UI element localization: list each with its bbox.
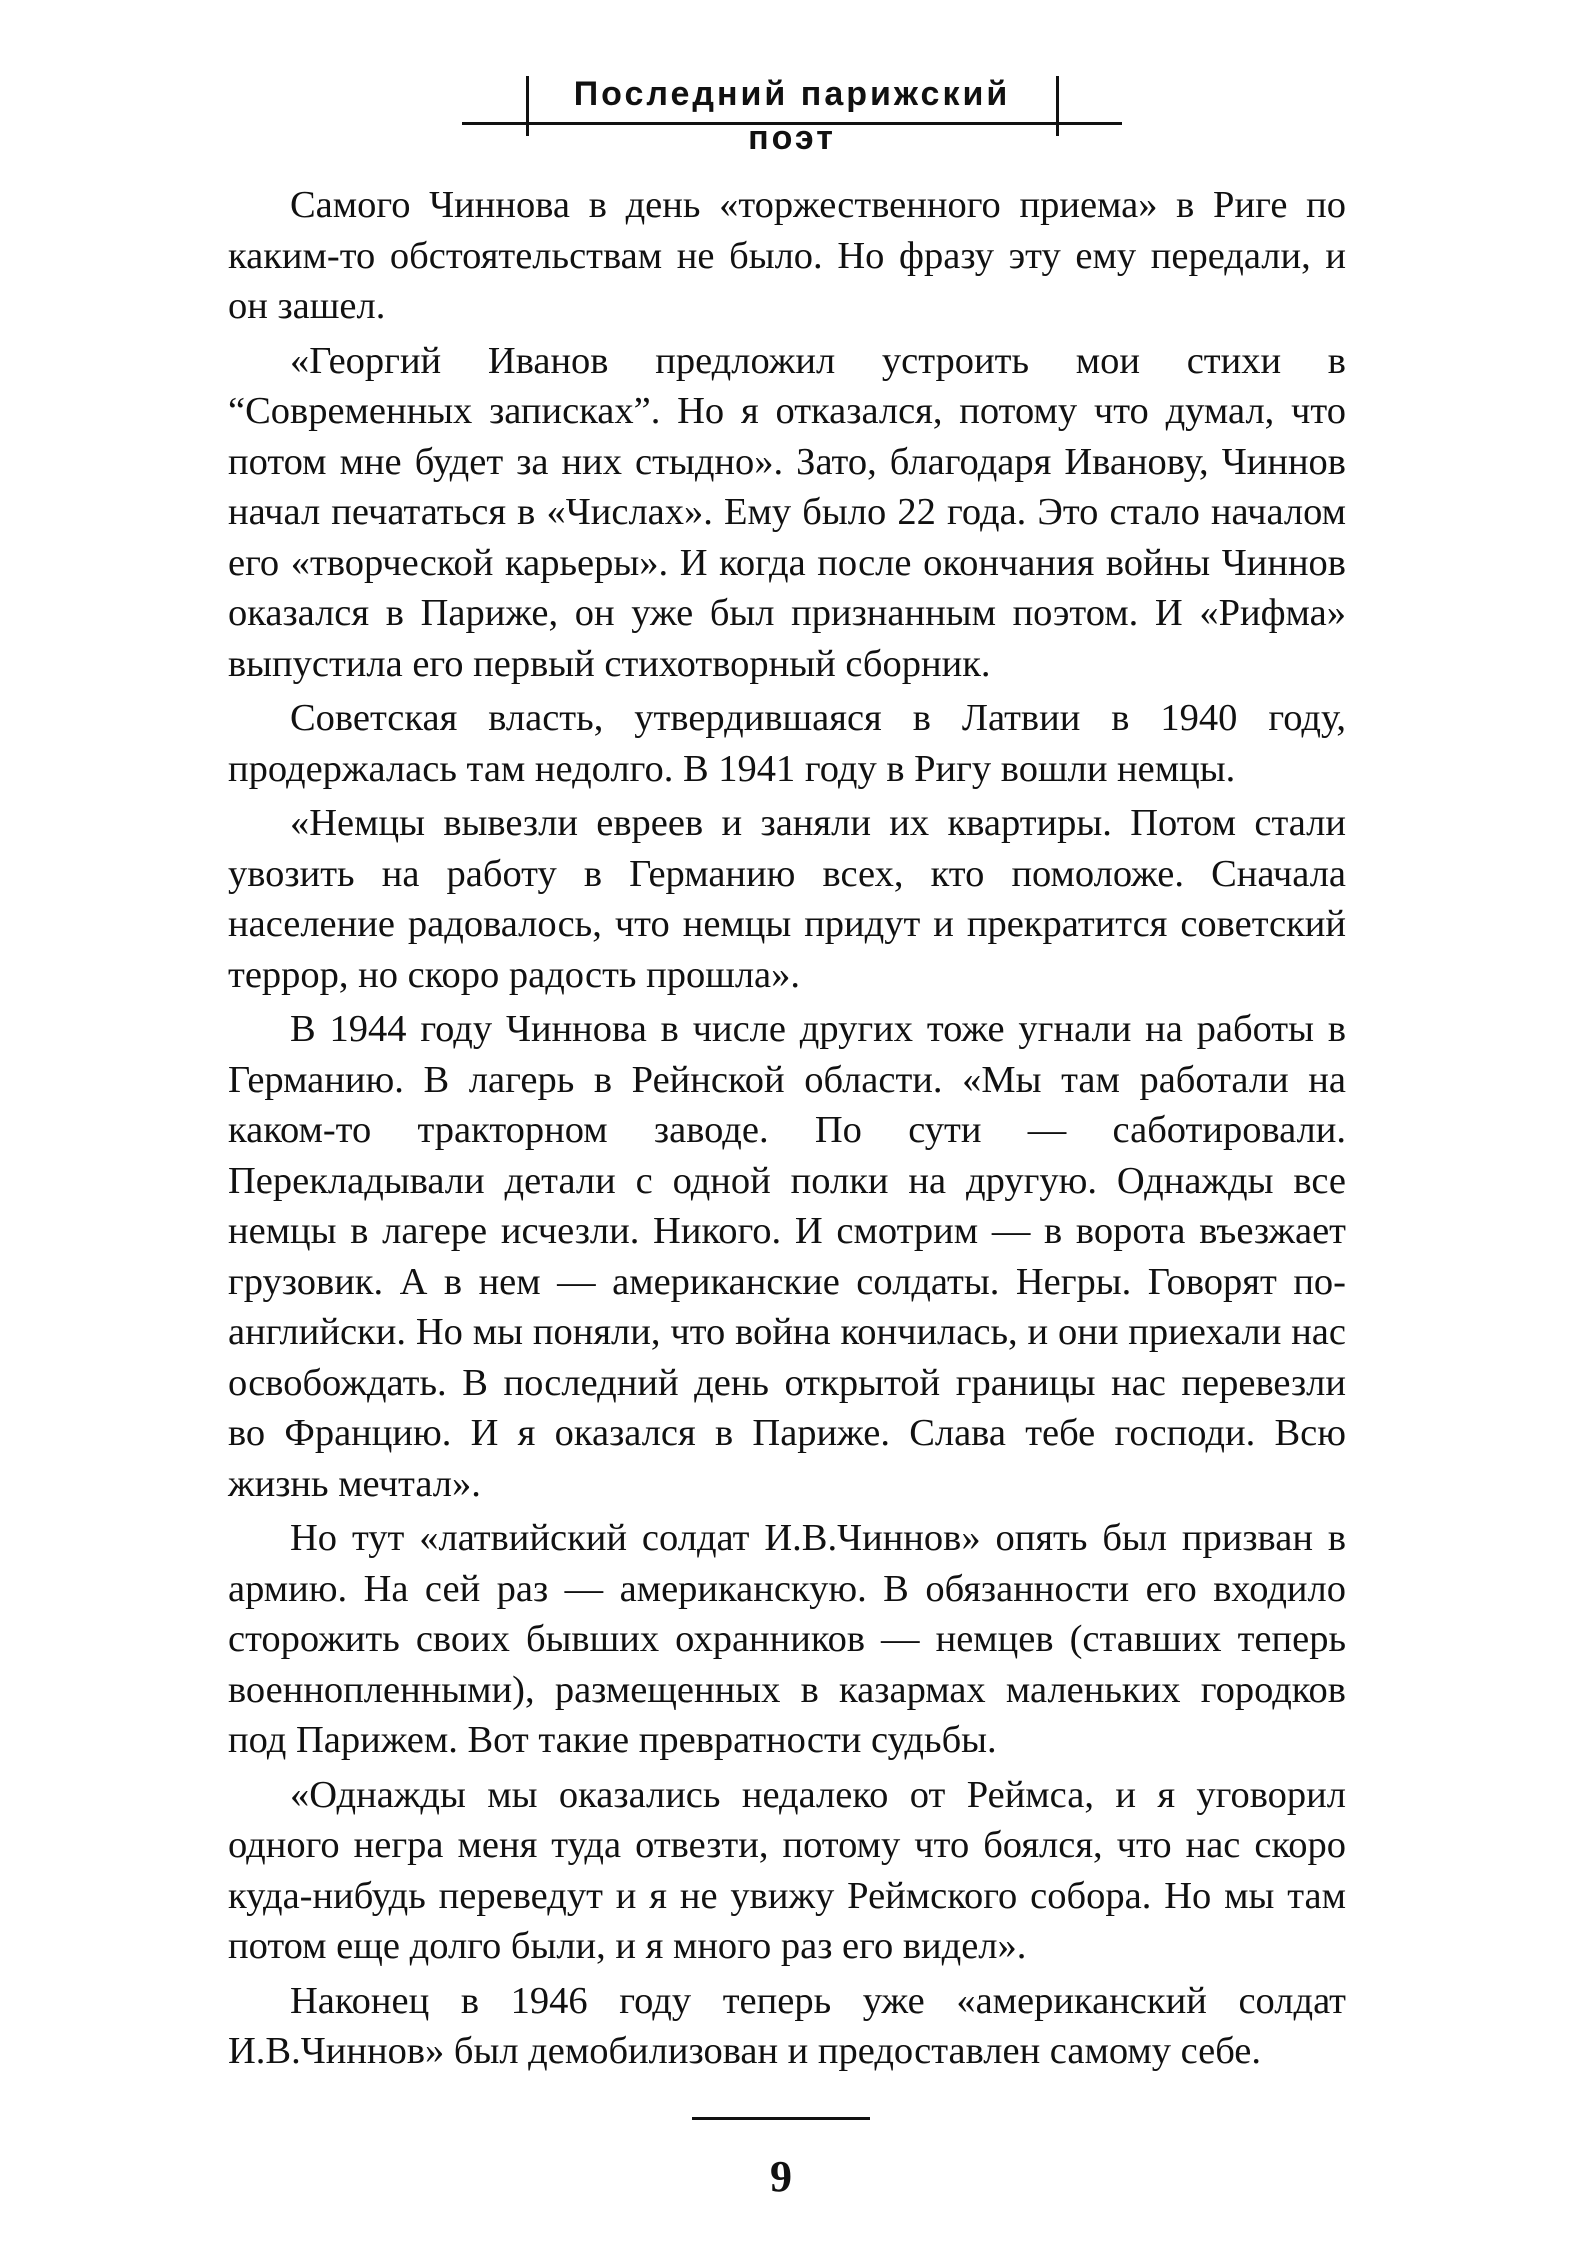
paragraph: «Немцы вывезли евреев и заняли их квартиры. Потом стали увозить на работу в Германию всех, кто помоложе. Сначала население радовалось, что немцы придут и прекратится советский террор, но скоро радость прошла». — [228, 802, 1346, 996]
paragraph: Но тут «латвийский солдат И.В.Чиннов» опять был призван в армию. На сей раз — американскую. В обязанности его входило сторожить своих бывших охранников — немцев (ставших теперь военнопленными), размещенных в казармах маленьких городков под Парижем. Вот такие превратности судьбы. — [228, 1517, 1346, 1761]
running-head-left-tick — [526, 76, 529, 136]
running-head-title: Последний парижский поэт — [573, 75, 1011, 157]
running-head — [462, 72, 1122, 157]
paragraph: «Георгий Иванов предложил устроить мои стихи в “Современных записках”. Но я отказался, потому что думал, что потом мне будет за них стыдно». Зато, благодаря Иванову, Чиннов начал печататься в «Числах». Ему было 22 года. Это стало началом его «творческой карьеры». И когда после окончания войны Чиннов оказался в Париже, он уже был признанным поэтом. И «Рифма» выпустила его первый стихотворный сборник. — [228, 339, 1346, 685]
page-number: 9 — [770, 2152, 792, 2201]
paragraph: В 1944 году Чиннова в числе других тоже угнали на работы в Германию. В лагерь в Рейнской области. «Мы там работали на каком-то тракторном заводе. По сути — саботировали. Перекладывали детали с одной полки на другую. Однажды все немцы в лагере исчезли. Никого. И смотрим — в ворота въезжает грузовик. А в нем — американские солдаты. Негры. Говорят по-английски. Но мы поняли, что война кончилась, и они приехали нас освобождать. В последний день открытой границы нас перевезли во Францию. И я оказался в Париже. Слава тебе господи. Всю жизнь мечтал». — [228, 1008, 1346, 1505]
paragraph: Самого Чиннова в день «торжественного приема» в Риге по каким-то обстоятельствам не было. Но фразу эту ему передали, и он зашел. — [228, 184, 1346, 327]
body-text — [228, 180, 1346, 2081]
footer-rule — [692, 2117, 870, 2120]
paragraph: Наконец в 1946 году теперь уже «американский солдат И.В.Чиннов» был демобилизован и предоставлен самому себе. — [228, 1979, 1346, 2072]
running-head-right-tick — [1056, 76, 1059, 136]
paragraph: «Однажды мы оказались недалеко от Реймса, и я уговорил одного негра меня туда отвезти, потому что боялся, что нас скоро куда-нибудь переведут и я не увижу Реймского собора. Но мы там потом еще долго были, и я много раз его видел». — [228, 1773, 1346, 1967]
paragraph: Советская власть, утвердившаяся в Латвии в 1940 году, продержалась там недолго. В 1941 году в Ригу вошли немцы. — [228, 697, 1346, 790]
